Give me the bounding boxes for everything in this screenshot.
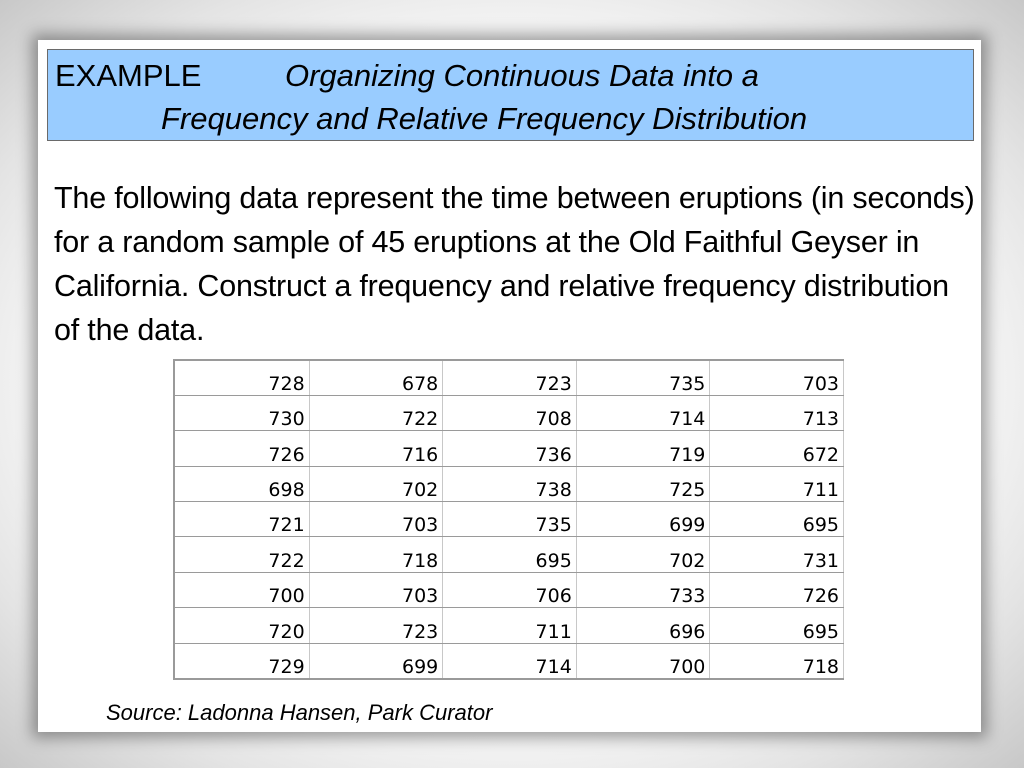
table-cell: 695	[443, 537, 577, 572]
title-line-2: Frequency and Relative Frequency Distribution	[161, 101, 808, 136]
table-cell: 735	[443, 502, 577, 537]
table-cell: 719	[576, 431, 710, 466]
table-row	[174, 395, 844, 430]
source-citation: Source: Ladonna Hansen, Park Curator	[106, 700, 493, 725]
table-cell: 699	[576, 502, 710, 537]
table-cell: 729	[174, 643, 309, 678]
table-cell: 716	[309, 431, 443, 466]
table-cell: 723	[309, 608, 443, 643]
table-cell: 713	[710, 395, 844, 430]
table-row	[174, 643, 844, 678]
table-cell: 733	[576, 572, 710, 607]
table-cell: 703	[309, 502, 443, 537]
table-cell: 721	[174, 502, 309, 537]
table-cell: 698	[174, 466, 309, 501]
table-cell: 696	[576, 608, 710, 643]
table-cell: 711	[710, 466, 844, 501]
table-cell: 726	[174, 431, 309, 466]
table-cell: 706	[443, 572, 577, 607]
table-cell: 711	[443, 608, 577, 643]
eruption-data-table	[173, 359, 844, 680]
table-cell: 722	[309, 395, 443, 430]
example-label: EXAMPLE	[55, 58, 202, 93]
table-cell: 702	[309, 466, 443, 501]
table-row	[174, 360, 844, 395]
table-cell: 714	[576, 395, 710, 430]
table-cell: 672	[710, 431, 844, 466]
table-cell: 703	[309, 572, 443, 607]
table-cell: 700	[174, 572, 309, 607]
table-cell: 728	[174, 360, 309, 395]
table-cell: 700	[576, 643, 710, 678]
table-cell: 738	[443, 466, 577, 501]
table-cell: 678	[309, 360, 443, 395]
table-cell: 731	[710, 537, 844, 572]
table-cell: 736	[443, 431, 577, 466]
table-cell: 735	[576, 360, 710, 395]
problem-statement: The following data represent the time between eruptions (in seconds) for a random sample of 45 eruptions at the Old Faithful Geyser in California. Construct a frequency and relative frequency distribution of the data.	[54, 181, 975, 347]
table-cell: 725	[576, 466, 710, 501]
table-cell: 699	[309, 643, 443, 678]
table-cell: 722	[174, 537, 309, 572]
table-cell: 714	[443, 643, 577, 678]
table-row	[174, 537, 844, 572]
table-cell: 726	[710, 572, 844, 607]
table-cell: 695	[710, 608, 844, 643]
table-cell: 703	[710, 360, 844, 395]
title-line-1: Organizing Continuous Data into a	[285, 58, 759, 93]
table-cell: 720	[174, 608, 309, 643]
table-row	[174, 608, 844, 643]
table-cell: 730	[174, 395, 309, 430]
table-row	[174, 466, 844, 501]
table-cell: 718	[710, 643, 844, 678]
table-cell: 695	[710, 502, 844, 537]
table-row	[174, 502, 844, 537]
table-cell: 723	[443, 360, 577, 395]
title-box	[47, 49, 974, 141]
table-cell: 702	[576, 537, 710, 572]
table-cell: 718	[309, 537, 443, 572]
table-row	[174, 572, 844, 607]
table-cell: 708	[443, 395, 577, 430]
slide	[38, 40, 981, 732]
table-row	[174, 431, 844, 466]
